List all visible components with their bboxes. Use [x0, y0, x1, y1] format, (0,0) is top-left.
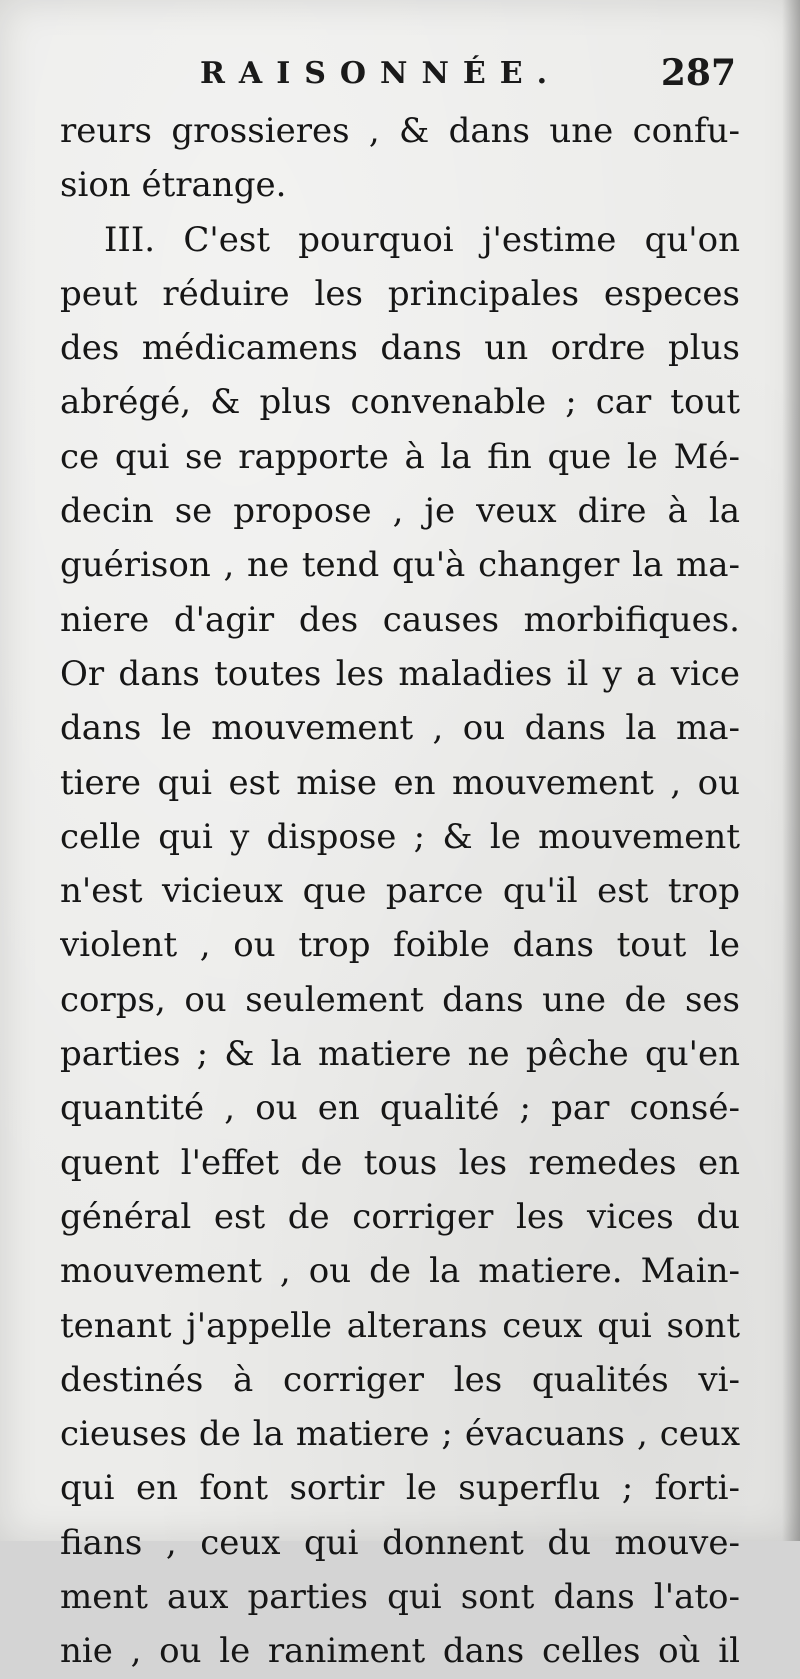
- text-line: peut réduire les principales especes: [60, 273, 740, 314]
- page-header: [60, 52, 740, 102]
- text-line: ment aux parties qui sont dans l'ato-: [60, 1577, 740, 1618]
- text-line: fians , ceux qui donnent du mouve-: [60, 1522, 740, 1563]
- text-line: dans le mouvement , ou dans la ma-: [60, 708, 740, 749]
- text-line: tenant j'appelle alterans ceux qui sont: [60, 1305, 740, 1346]
- text-line: abrégé, & plus convenable ; car tout: [60, 382, 740, 423]
- text-line: violent , ou trop foible dans tout le: [60, 925, 740, 966]
- body-text: [60, 104, 740, 1679]
- text-line: quantité , ou en qualité ; par consé-: [60, 1088, 740, 1129]
- text-line: parties ; & la matiere ne pêche qu'en: [60, 1034, 740, 1075]
- text-line: decin se propose , je veux dire à la: [60, 491, 740, 532]
- text-line: guérison , ne tend qu'à changer la ma-: [60, 545, 740, 586]
- text-line: corps, ou seulement dans une de ses: [60, 979, 740, 1020]
- text-line: Or dans toutes les maladies il y a vice: [60, 653, 740, 694]
- text-line: destinés à corriger les qualités vi-: [60, 1359, 740, 1400]
- text-line: ce qui se rapporte à la fin que le Mé-: [60, 436, 740, 477]
- text-line: qui en font sortir le superflu ; forti-: [60, 1468, 740, 1509]
- text-line: III. C'est pourquoi j'estime qu'on: [104, 219, 740, 260]
- text-line: quent l'effet de tous les remedes en: [60, 1142, 740, 1183]
- text-line: tiere qui est mise en mouvement , ou: [60, 762, 740, 803]
- running-title: RAISONNÉE.: [200, 56, 562, 91]
- text-line: mouvement , ou de la matiere. Main-: [60, 1251, 740, 1292]
- text-line: niere d'agir des causes morbifiques.: [60, 599, 740, 640]
- text-line: celle qui y dispose ; & le mouvement: [60, 816, 740, 857]
- page-edge-shadow: [782, 0, 800, 1541]
- text-line: cieuses de la matiere ; évacuans , ceux: [60, 1414, 740, 1455]
- text-line: général est de corriger les vices du: [60, 1196, 740, 1237]
- text-line: reurs grossieres , & dans une confu-: [60, 111, 740, 151]
- text-line: des médicamens dans un ordre plus: [60, 328, 740, 369]
- text-line: nie , ou le raniment dans celles où il: [60, 1631, 740, 1672]
- text-line: sion étrange.: [60, 165, 287, 206]
- text-line: n'est vicieux que parce qu'il est trop: [60, 871, 740, 912]
- page-number: 287: [660, 52, 736, 94]
